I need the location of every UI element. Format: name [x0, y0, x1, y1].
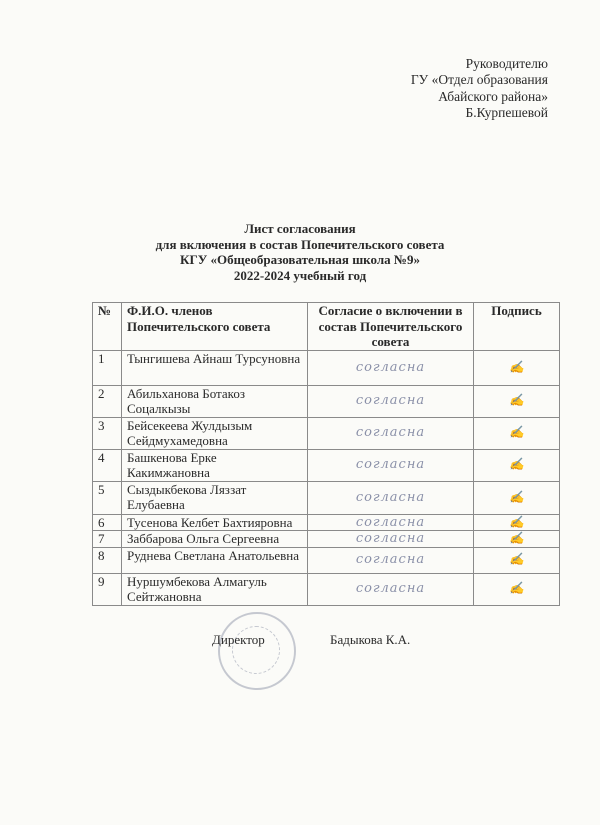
row-num: 3 — [93, 417, 122, 449]
row-num: 9 — [93, 573, 122, 605]
member-name: Башкенова Ерке Какимжановна — [122, 449, 308, 481]
official-stamp — [218, 612, 296, 690]
signature: ✍ — [474, 514, 560, 531]
consent-handwritten: согласна — [308, 385, 474, 417]
member-name: Абильханова Ботакоз Соцалкызы — [122, 385, 308, 417]
title-line: для включения в состав Попечительского совета — [155, 236, 445, 252]
table-row — [93, 573, 560, 605]
table-row — [93, 547, 560, 573]
signature: ✍ — [474, 350, 560, 385]
row-num: 1 — [93, 350, 122, 385]
title-line: 2022-2024 учебный год — [233, 267, 367, 283]
row-num: 7 — [93, 531, 122, 548]
signature: ✍ — [474, 547, 560, 573]
row-num: 6 — [93, 514, 122, 531]
addressee-block — [411, 56, 548, 121]
document-title — [0, 221, 600, 283]
signature: ✍ — [474, 417, 560, 449]
consent-handwritten: согласна — [308, 547, 474, 573]
table-row — [93, 449, 560, 481]
signature: ✍ — [474, 531, 560, 548]
consent-handwritten: согласна — [308, 481, 474, 514]
member-name: Тынгишева Айнаш Турсуновна — [122, 350, 308, 385]
director-label: Директор — [212, 632, 265, 647]
row-num: 4 — [93, 449, 122, 481]
addressee-line: Абайского района» — [438, 88, 548, 104]
addressee-line: ГУ «Отдел образования — [410, 72, 548, 88]
row-num: 2 — [93, 385, 122, 417]
table-header-row — [93, 303, 560, 351]
row-num: 5 — [93, 481, 122, 514]
member-name: Тусенова Келбет Бахтияровна — [122, 514, 308, 531]
member-name: Заббарова Ольга Сергеевна — [122, 531, 308, 548]
consent-handwritten: согласна — [308, 514, 474, 531]
table-row — [93, 514, 560, 531]
member-name: Нуршумбекова Алмагуль Сейтжановна — [122, 573, 308, 605]
table-row — [93, 385, 560, 417]
table-row — [93, 417, 560, 449]
table-row — [93, 350, 560, 385]
row-num: 8 — [93, 547, 122, 573]
consent-handwritten: согласна — [308, 417, 474, 449]
member-name: Руднева Светлана Анатольевна — [122, 547, 308, 573]
title-line: Лист согласования — [244, 221, 356, 236]
header-num: № — [93, 303, 122, 351]
consent-handwritten: согласна — [308, 531, 474, 548]
consent-handwritten: согласна — [308, 350, 474, 385]
signature: ✍ — [474, 573, 560, 605]
member-name: Сыздыкбекова Ляззат Елубаевна — [122, 481, 308, 514]
signature: ✍ — [474, 449, 560, 481]
header-signature: Подпись — [474, 303, 560, 351]
signature: ✍ — [474, 481, 560, 514]
consent-handwritten: согласна — [308, 449, 474, 481]
approval-table — [92, 302, 560, 606]
signature: ✍ — [474, 385, 560, 417]
consent-handwritten: согласна — [308, 573, 474, 605]
addressee-line: Руководителю — [465, 56, 548, 71]
director-name: Бадыкова К.А. — [330, 632, 411, 647]
member-name: Бейсекеева Жулдызым Сейдмухамедовна — [122, 417, 308, 449]
header-consent: Согласие о включении в состав Попечительского совета — [308, 303, 474, 351]
header-name: Ф.И.О. членов Попечительского совета — [122, 303, 308, 351]
title-line: КГУ «Общеобразовательная школа №9» — [180, 252, 420, 268]
addressee-line: Б.Курпешевой — [465, 104, 548, 120]
table-row — [93, 481, 560, 514]
table-row — [93, 531, 560, 548]
